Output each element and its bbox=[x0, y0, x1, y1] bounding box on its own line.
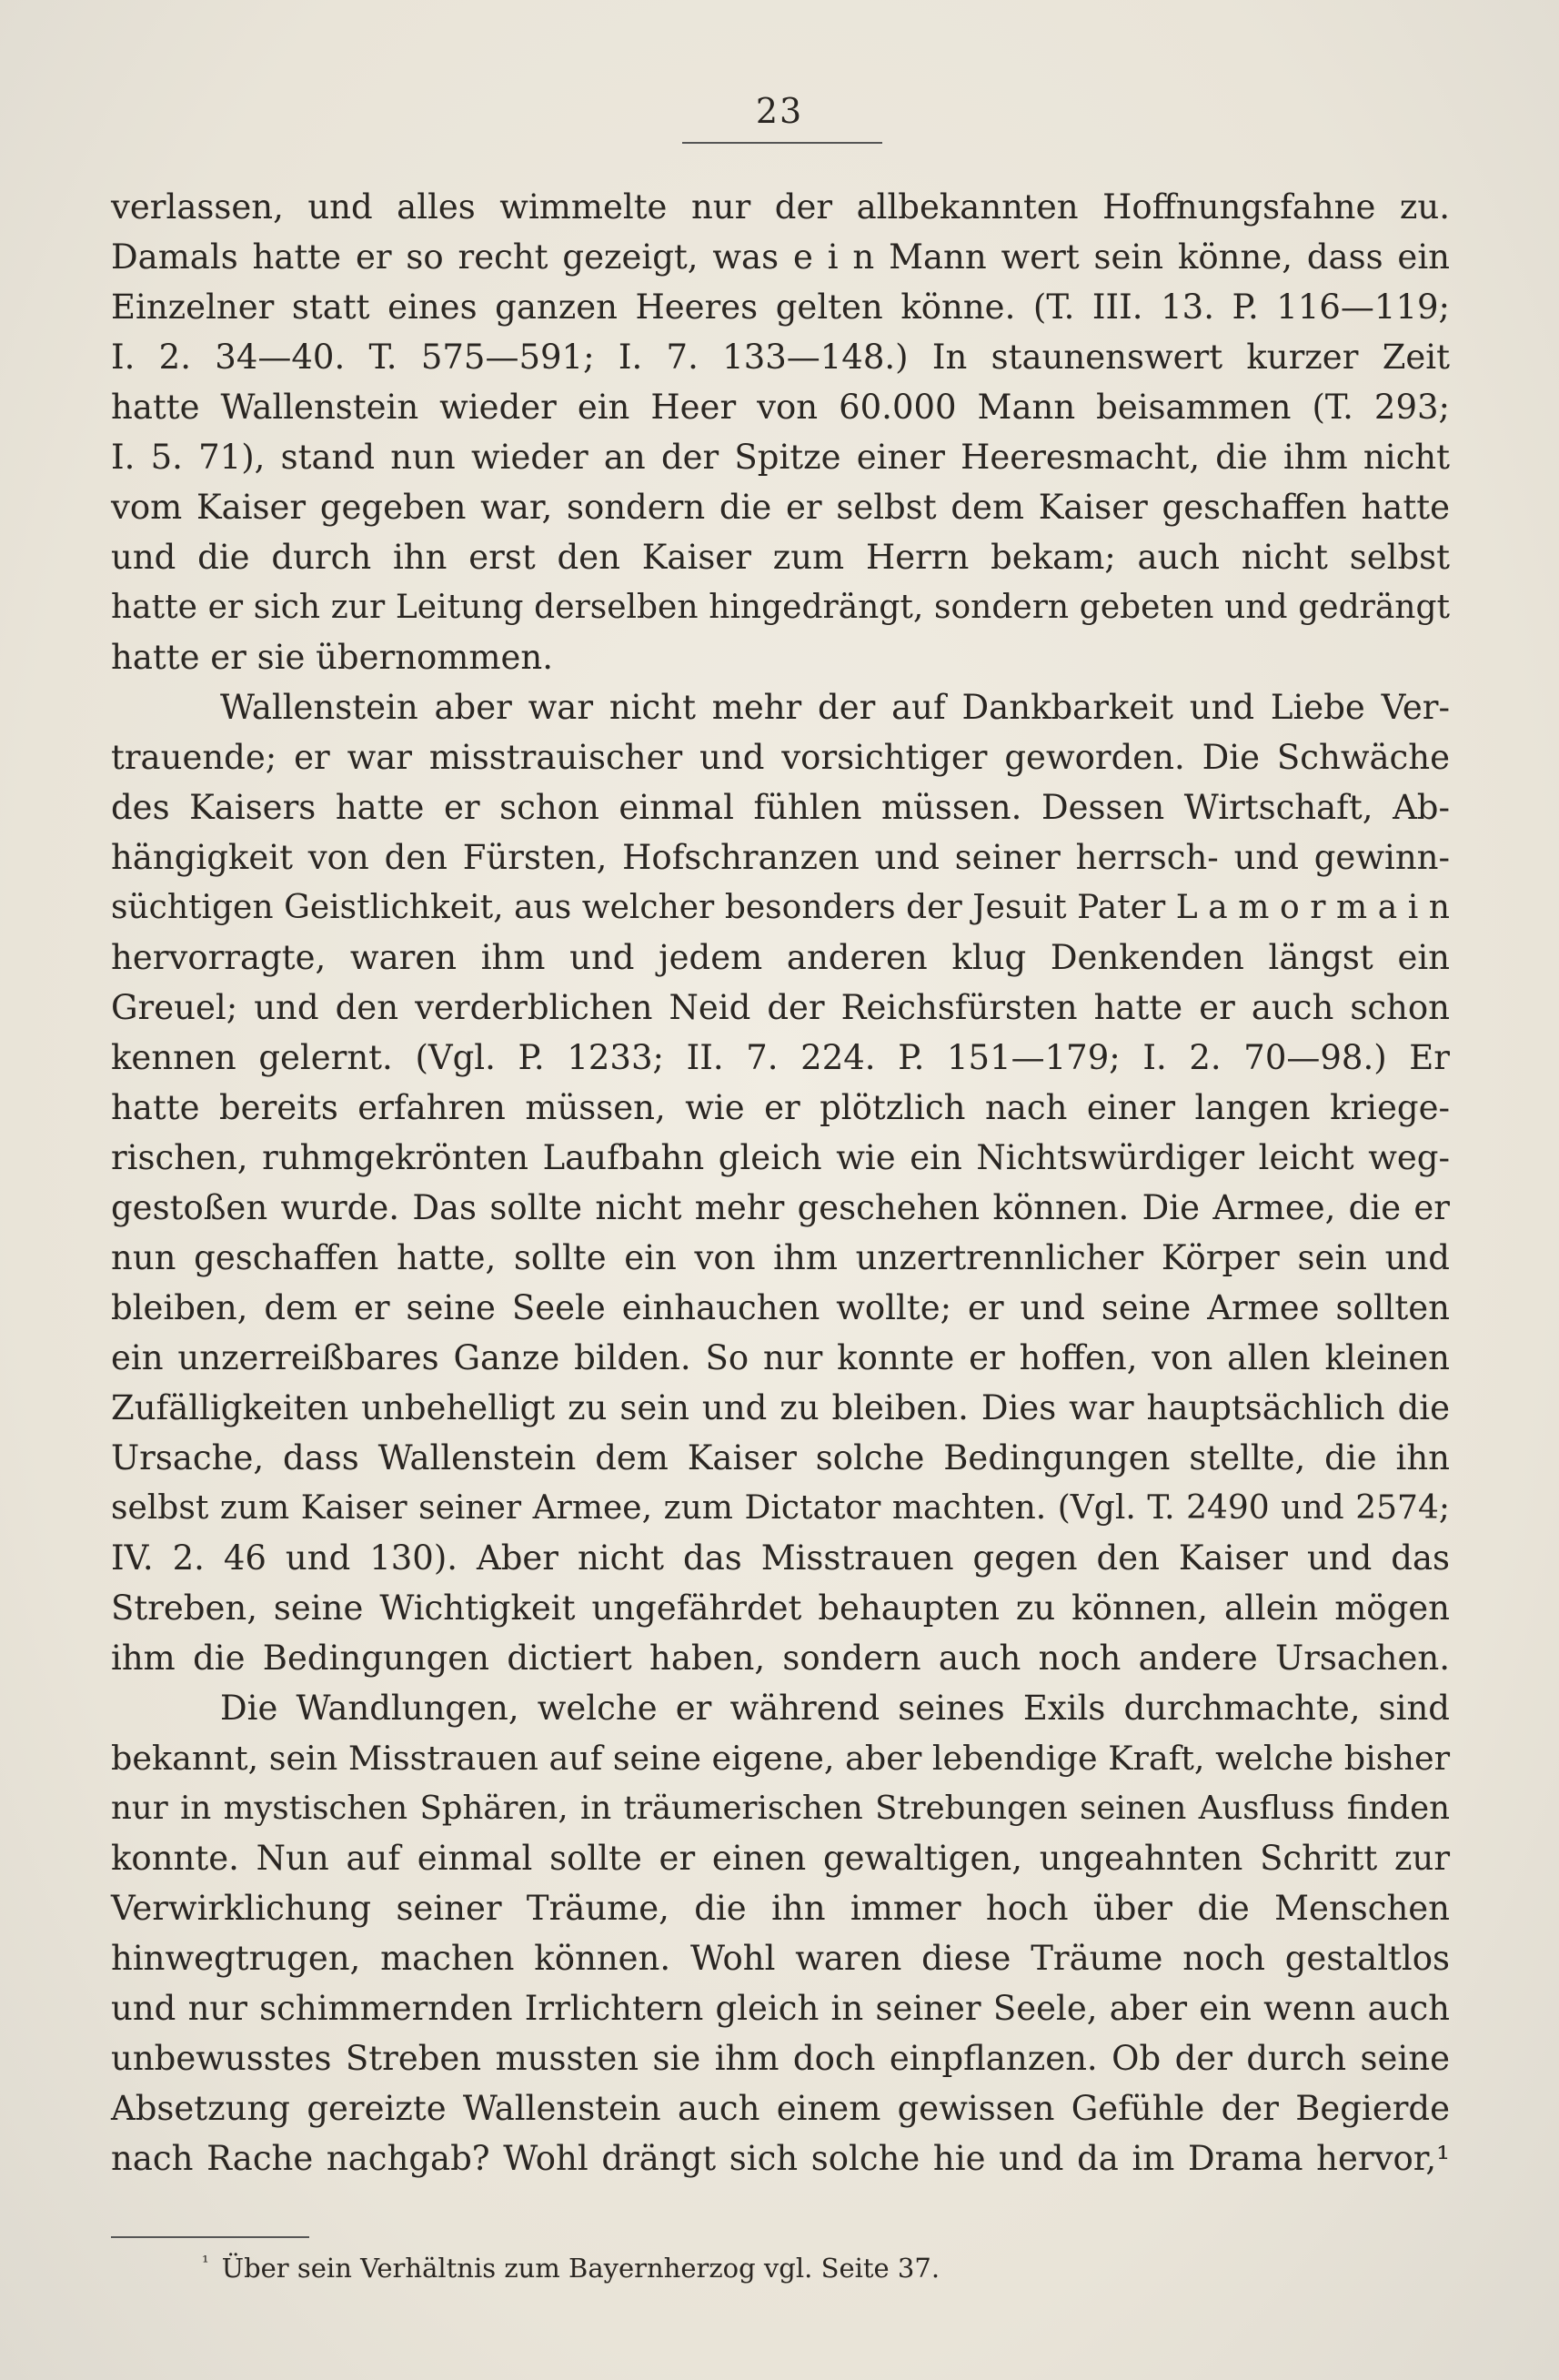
text-line: verlassen, und alles wimmelte nur der allbekannten Hoffnungsfahne zu. bbox=[111, 187, 1450, 227]
text-line: Zufälligkeiten unbehelligt zu sein und zu bleiben. Dies war hauptsächlich die bbox=[111, 1388, 1450, 1427]
text-line: hervorragte, waren ihm und jedem anderen klug Denkenden längst ein bbox=[111, 938, 1450, 977]
text-line: Die Wandlungen, welche er während seines Exils durchmachte, sind bbox=[220, 1689, 1450, 1728]
header-rule bbox=[682, 142, 882, 144]
text-line: I. 2. 34—40. T. 575—591; I. 7. 133—148.) In staunenswert kurzer Zeit bbox=[111, 338, 1450, 377]
text-line: bleiben, dem er seine Seele einhauchen wollte; er und seine Armee sollten bbox=[111, 1288, 1450, 1327]
text-line: Greuel; und den verderblichen Neid der Reichsfürsten hatte er auch schon bbox=[111, 988, 1450, 1027]
text-line: hatte bereits erfahren müssen, wie er plötzlich nach einer langen kriege- bbox=[111, 1088, 1450, 1127]
text-line: vom Kaiser gegeben war, sondern die er selbst dem Kaiser geschaffen hatte bbox=[111, 488, 1450, 527]
text-line: rischen, ruhmgekrönten Laufbahn gleich wie ein Nichtswürdiger leicht weg- bbox=[111, 1138, 1450, 1177]
text-line: bekannt, sein Misstrauen auf seine eigene, aber lebendige Kraft, welche bisher bbox=[111, 1739, 1451, 1778]
text-line: Streben, seine Wichtigkeit ungefährdet behaupten zu können, allein mögen bbox=[111, 1588, 1450, 1628]
text-line: trauende; er war misstrauischer und vorsichtiger geworden. Die Schwäche bbox=[111, 738, 1450, 777]
text-line: konnte. Nun auf einmal sollte er einen gewaltigen, ungeahnten Schritt zur bbox=[111, 1839, 1450, 1878]
text-line: hatte Wallenstein wieder ein Heer von 60.000 Mann beisammen (T. 293; bbox=[111, 388, 1450, 427]
text-line: und die durch ihn erst den Kaiser zum Herrn bekam; auch nicht selbst bbox=[111, 538, 1450, 577]
text-line: Einzelner statt eines ganzen Heeres gelten könne. (T. III. 13. P. 116—119; bbox=[111, 287, 1450, 327]
text-line: nur in mystischen Sphären, in träumerischen Strebungen seinen Ausfluss finden bbox=[111, 1790, 1450, 1827]
text-line: Verwirklichung seiner Träume, die ihn immer hoch über die Menschen bbox=[111, 1889, 1450, 1928]
text-line: IV. 2. 46 und 130). Aber nicht das Misstrauen gegen den Kaiser und das bbox=[111, 1538, 1450, 1578]
text-line: und nur schimmernden Irrlichtern gleich in seiner Seele, aber ein wenn auch bbox=[111, 1989, 1450, 2028]
text-line: kennen gelernt. (Vgl. P. 1233; II. 7. 224. P. 151—179; I. 2. 70—98.) Er bbox=[111, 1038, 1450, 1077]
text-line: ihm die Bedingungen dictiert haben, sondern auch noch andere Ursachen. bbox=[111, 1639, 1450, 1678]
text-line: unbewusstes Streben mussten sie ihm doch einpflanzen. Ob der durch seine bbox=[111, 2039, 1450, 2078]
text-line: Damals hatte er so recht gezeigt, was e i n Mann wert sein könne, dass ein bbox=[111, 237, 1450, 277]
text-line: des Kaisers hatte er schon einmal fühlen müssen. Dessen Wirtschaft, Ab- bbox=[111, 788, 1450, 827]
text-line: hatte er sich zur Leitung derselben hingedrängt, sondern gebeten und gedrängt bbox=[111, 589, 1450, 626]
text-line: Wallenstein aber war nicht mehr der auf Dankbarkeit und Liebe Ver- bbox=[220, 688, 1450, 727]
text-line: Ursache, dass Wallenstein dem Kaiser solche Bedingungen stellte, die ihn bbox=[111, 1438, 1450, 1477]
text-line: selbst zum Kaiser seiner Armee, zum Dictator machten. (Vgl. T. 2490 und 2574; bbox=[111, 1489, 1450, 1527]
text-line: ein unzerreißbares Ganze bilden. So nur konnte er hoffen, von allen kleinen bbox=[111, 1338, 1450, 1377]
body-text bbox=[111, 182, 1450, 2183]
text-line: nach Rache nachgab? Wohl drängt sich solche hie und da im Drama hervor,¹ bbox=[111, 2139, 1450, 2178]
footnote-rule bbox=[111, 2236, 309, 2238]
footnote-text: Über sein Verhältnis zum Bayernherzog vgl. Seite 37. bbox=[221, 2253, 940, 2284]
text-line: hängigkeit von den Fürsten, Hofschranzen und seiner herrsch- und gewinn- bbox=[111, 838, 1450, 877]
footnote-marker: ¹ bbox=[202, 2253, 209, 2273]
text-line: hinwegtrugen, machen können. Wohl waren diese Träume noch gestaltlos bbox=[111, 1939, 1450, 1978]
footnote bbox=[202, 2253, 940, 2284]
text-line: I. 5. 71), stand nun wieder an der Spitze einer Heeresmacht, die ihm nicht bbox=[111, 438, 1450, 477]
text-line: süchtigen Geistlichkeit, aus welcher besonders der Jesuit Pater L a m o r m a i n bbox=[111, 889, 1450, 926]
text-line: Absetzung gereizte Wallenstein auch einem gewissen Gefühle der Begierde bbox=[111, 2089, 1450, 2128]
text-line: nun geschaffen hatte, sollte ein von ihm unzertrennlicher Körper sein und bbox=[111, 1238, 1450, 1277]
text-line: hatte er sie übernommen. bbox=[111, 638, 553, 677]
text-line: gestoßen wurde. Das sollte nicht mehr geschehen können. Die Armee, die er bbox=[111, 1188, 1450, 1227]
page-number: 23 bbox=[755, 91, 804, 131]
